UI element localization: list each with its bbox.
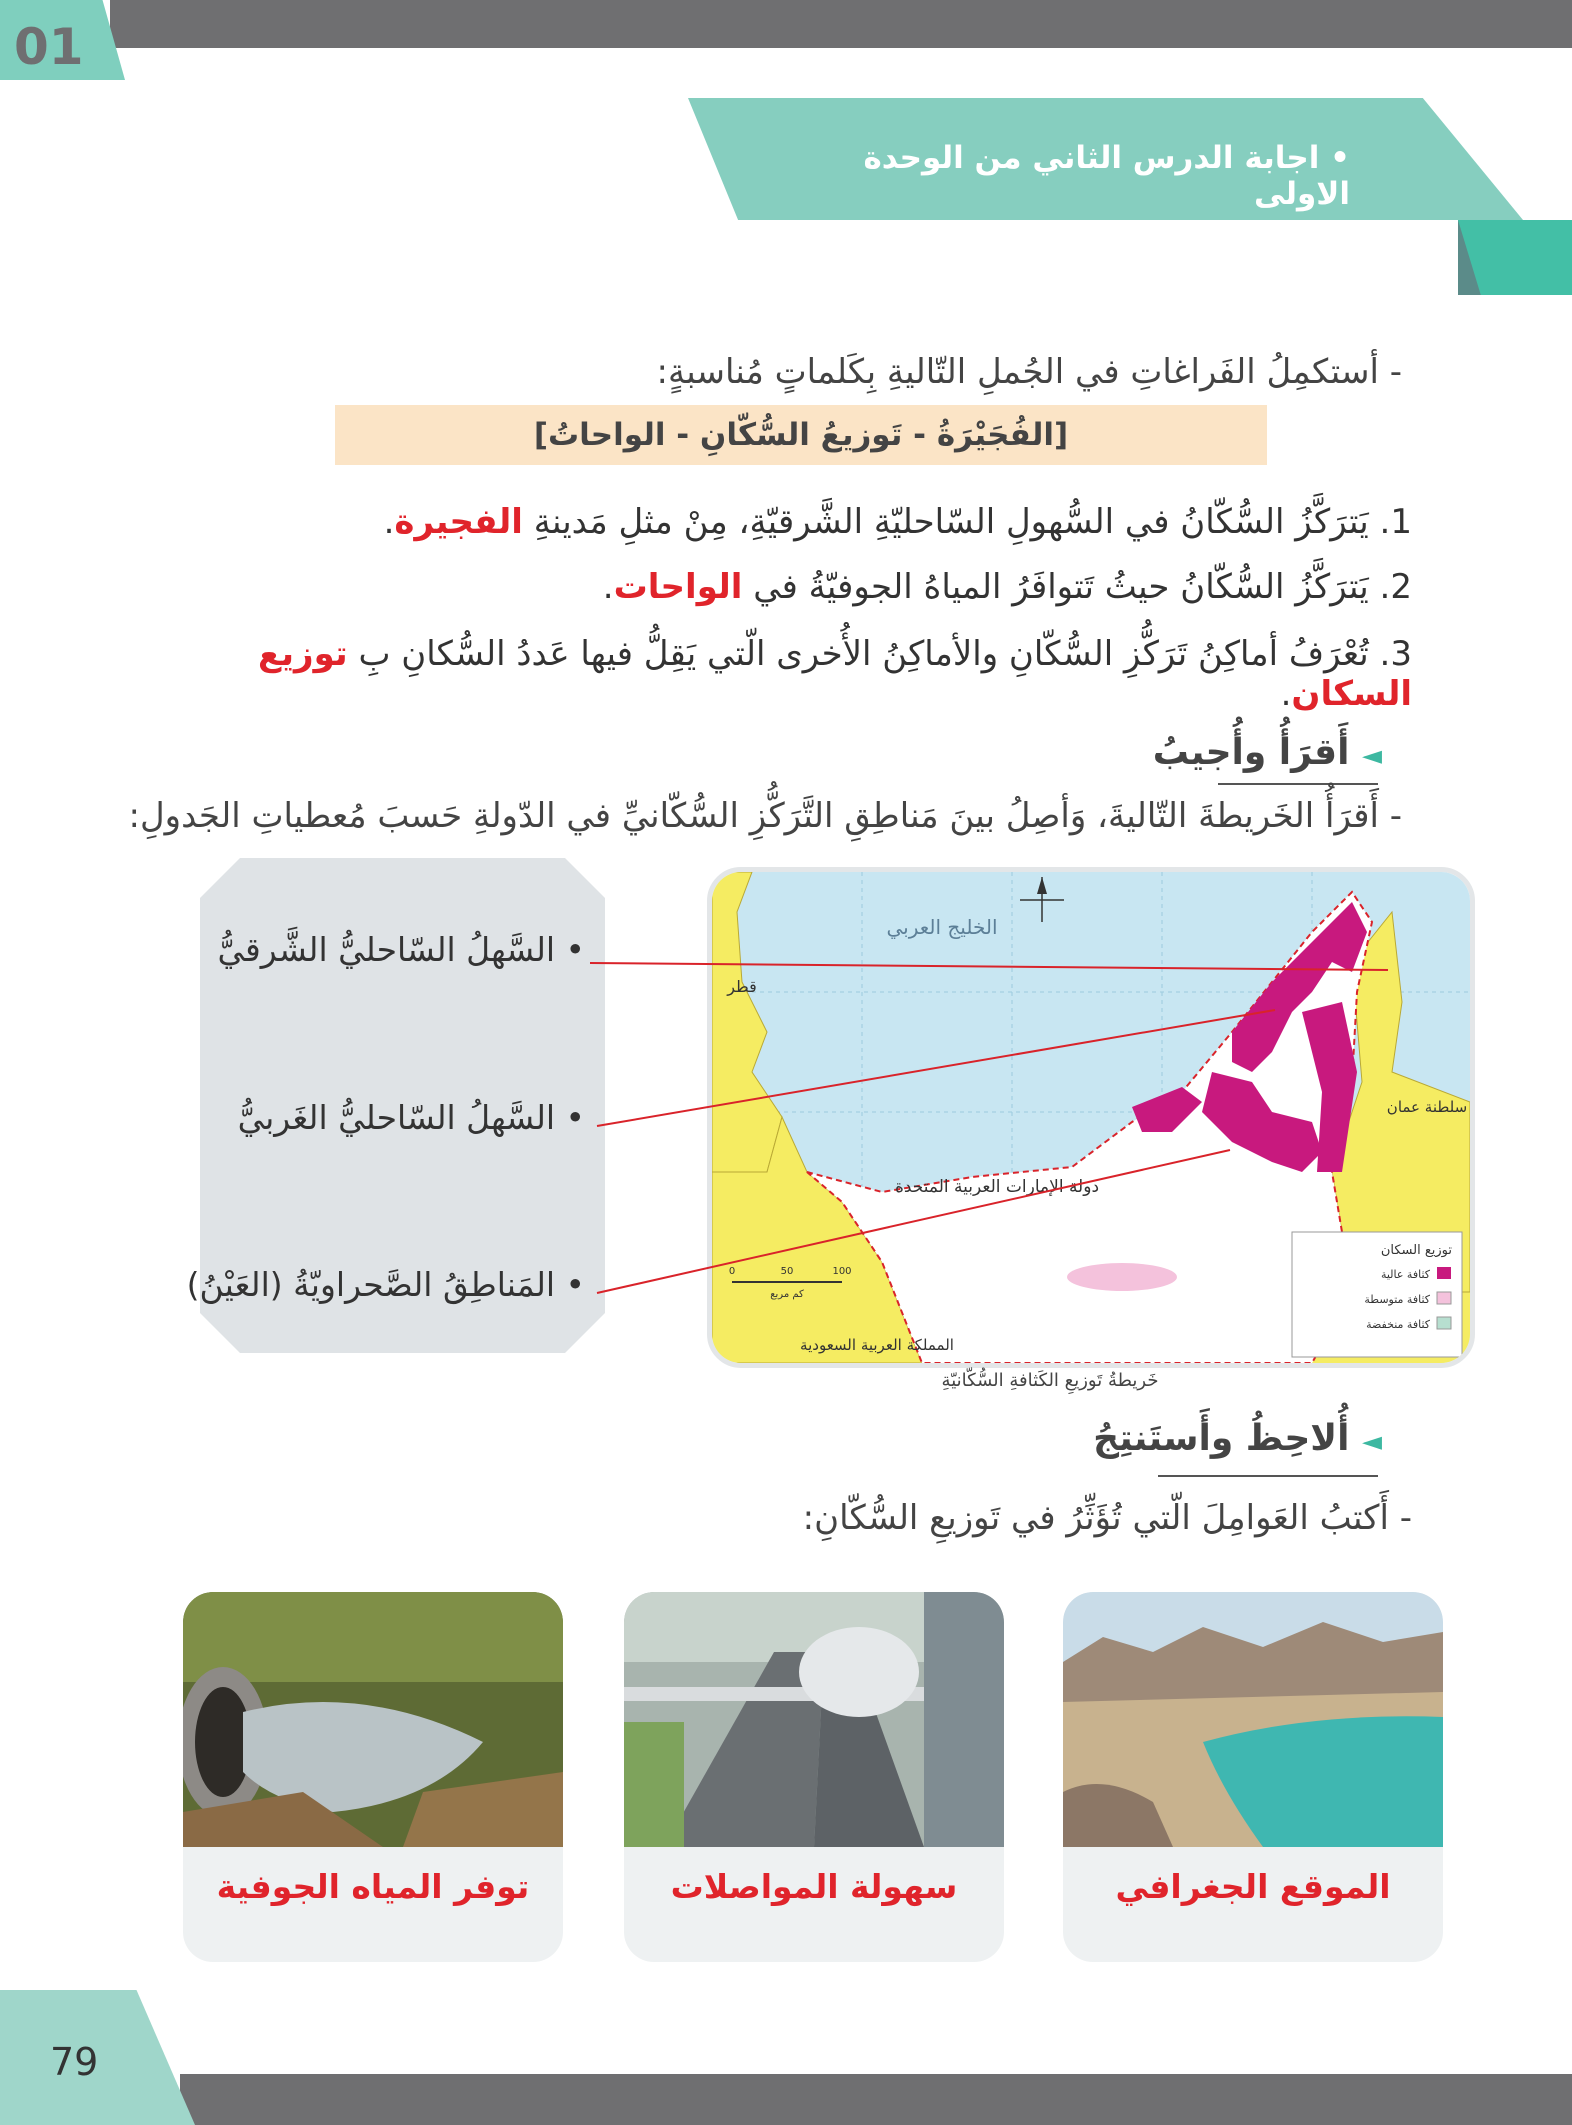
word-bank-text: [الفُجَيْرَةُ - تَوزيعُ السُّكّانِ - الواحاتُ]: [533, 417, 1069, 453]
label-desert-al-ain: • المَناطِقُ الصَّحراويّةُ (العَيْنُ): [186, 1265, 585, 1304]
heading-text: أَقرَأُ وأُجيبُ: [1152, 732, 1350, 773]
heading-underline: [1158, 1475, 1378, 1477]
map-caption: خَريطةُ تَوزيعِ الكَثافةِ السُّكّانيّةِ: [941, 1370, 1159, 1391]
factor-card-location: [1063, 1592, 1443, 1962]
line-west-coast: [597, 1010, 1275, 1126]
header-title: • اجابة الدرس الثاني من الوحدة الاولى: [863, 140, 1350, 212]
scale-0: 0: [728, 1266, 736, 1277]
triangle-bullet-icon: ◄: [1362, 741, 1382, 771]
scale-50: 50: [780, 1266, 794, 1277]
factor-label: توفر المياه الجوفية: [216, 1867, 530, 1906]
sentence-text: يَترَكَّزُ السُّكّانُ في السُّهولِ السّاحليّةِ الشَّرقيّةِ، مِنْ مثلِ مَدينةِ: [533, 502, 1369, 542]
legend-title: توزيع السكان: [1380, 1243, 1452, 1258]
legend-high: كثافة عالية: [1380, 1268, 1430, 1281]
factor-card-transport: [624, 1592, 1004, 1962]
sentence-end: .: [1280, 674, 1292, 714]
bottom-bar: [180, 2074, 1572, 2125]
sentence-number: 2.: [1379, 567, 1412, 607]
scale-unit: كم مربع: [770, 1289, 804, 1300]
exercise2-instruction: - أَقرَأُ الخَريطةَ التّاليةَ، وَأصِلُ بينَ مَناطِقِ التَّرَكُّزِ السُّكّانيِّ في الدّولةِ حَسبَ مُعطياتِ الجَدولِ:: [128, 796, 1402, 836]
gulf-label: الخليج العربي: [886, 915, 998, 939]
qatar-label: قطر: [727, 977, 757, 996]
water-pipe-image: [183, 1592, 563, 1847]
sentence-end: .: [383, 502, 395, 542]
label-west-coast: • السَّهلُ السّاحليُّ الغَربيُّ: [237, 1098, 585, 1137]
sentence-number: 3.: [1379, 634, 1412, 674]
section-heading-observe-conclude: [882, 1418, 1382, 1459]
answer-text: الفجيرة: [394, 502, 523, 542]
saudi-label: المملكة العربية السعودية: [800, 1336, 954, 1354]
coast-image: [1063, 1592, 1443, 1847]
metro-highway-image: [624, 1592, 1004, 1847]
sentence-text: يَترَكَّزُ السُّكّانُ حيثُ تَتوافَرُ المياهُ الجوفيّةُ في: [753, 567, 1369, 607]
sentence-text: تُعْرَفُ أماكِنُ تَرَكُّزِ السُّكّانِ والأماكِنُ الأُخرى الّتي يَقِلُّ فيها عَددُ السُّكانِ بِ: [358, 634, 1369, 674]
sentence-end: .: [602, 567, 614, 607]
label-east-coast: • السَّهلُ السّاحليُّ الشَّرقيُّ: [217, 930, 585, 969]
answer-text: توزيع السكان: [258, 634, 1412, 714]
sentence-number: 1.: [1379, 502, 1412, 542]
exercise3-instruction: - أَكتبُ العَوامِلَ الّتي تُؤَثِّرُ في تَوزيعِ السُّكّانِ:: [802, 1498, 1412, 1538]
legend-medium: كثافة متوسطة: [1364, 1293, 1430, 1306]
unit-number: 01: [14, 18, 84, 76]
line-desert: [597, 1150, 1230, 1293]
legend-low: كثافة منخفضة: [1366, 1318, 1430, 1331]
triangle-bullet-icon: ◄: [1362, 1427, 1382, 1457]
scale-100: 100: [832, 1266, 852, 1277]
answer-text: الواحات: [613, 567, 743, 607]
oman-label: سلطنة عمان: [1386, 1098, 1468, 1116]
factor-card-groundwater: [183, 1592, 563, 1962]
exercise1-instruction: - أستكمِلُ الفَراغاتِ في الجُملِ التّاليةِ بِكَلماتٍ مُناسبةٍ:: [656, 352, 1402, 392]
uae-label: دولة الإمارات العربية المتحدة: [894, 1177, 1100, 1197]
page-number: 79: [50, 2040, 99, 2084]
factor-label: الموقع الجغرافي: [1115, 1867, 1391, 1906]
factor-label: سهولة المواصلات: [670, 1867, 958, 1906]
line-east-coast: [590, 963, 1388, 970]
heading-text: أُلاحِظُ وأَستَنتِجُ: [1093, 1418, 1350, 1459]
